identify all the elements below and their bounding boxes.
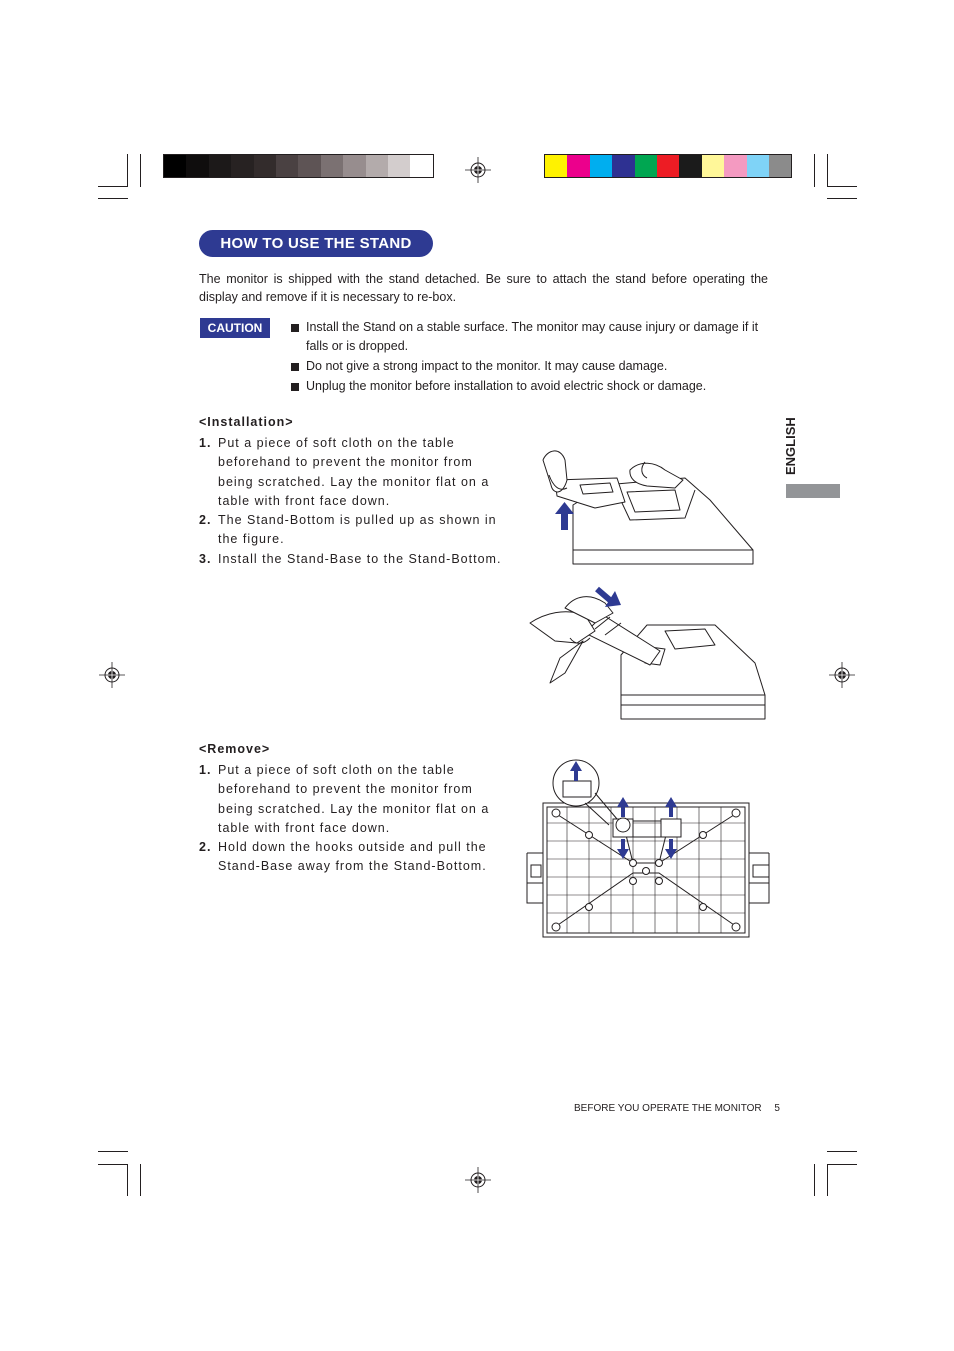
color-swatch (724, 155, 746, 177)
remove-heading: <Remove> (199, 742, 271, 756)
language-tab-label: ENGLISH (783, 417, 798, 475)
footer-section: BEFORE YOU OPERATE THE MONITOR (574, 1103, 762, 1114)
crop-mark (127, 1164, 128, 1196)
color-swatch (209, 155, 231, 177)
installation-steps (199, 434, 509, 569)
step-item: 3. Install the Stand-Base to the Stand-Bottom. (199, 551, 502, 566)
crop-mark (827, 1151, 857, 1152)
step-item: 2. Hold down the hooks outside and pull the Stand-Base away from the Stand-Bottom. (199, 840, 487, 874)
registration-mark-icon (99, 662, 125, 688)
caution-item: Install the Stand on a stable surface. The monitor may cause injury or damage if it falls or is dropped. (290, 318, 770, 356)
color-swatch (343, 155, 365, 177)
caution-badge: CAUTION (200, 318, 270, 338)
stand-pull-up-illustration (535, 440, 760, 570)
color-swatch (276, 155, 298, 177)
page-number: 5 (774, 1103, 780, 1114)
crop-mark (127, 154, 128, 187)
bullet-square-icon (291, 324, 299, 332)
language-tab-bar (786, 484, 840, 498)
caution-item: Unplug the monitor before installation to avoid electric shock or damage. (290, 377, 770, 396)
color-swatch (164, 155, 186, 177)
up-arrow-icon (555, 502, 574, 530)
color-swatch (388, 155, 410, 177)
color-swatch (186, 155, 208, 177)
stand-remove-illustration (525, 753, 771, 941)
remove-steps (199, 761, 509, 877)
intro-paragraph: The monitor is shipped with the stand detached. Be sure to attach the stand before operating the display and remove if it is necessary to re-box. (199, 272, 768, 304)
step-item: 1. Put a piece of soft cloth on the table beforehand to prevent the monitor from being scratched. Lay the monitor flat on a table with front face down. (199, 763, 490, 835)
grayscale-calibration-bar (163, 154, 434, 178)
registration-mark-icon (829, 662, 855, 688)
color-swatch (747, 155, 769, 177)
color-swatch (612, 155, 634, 177)
crop-mark (827, 198, 857, 199)
page-footer (574, 1103, 780, 1114)
crop-mark (98, 198, 128, 199)
crop-mark (827, 154, 828, 187)
crop-mark (98, 1164, 128, 1165)
crop-mark (814, 154, 815, 187)
color-swatch (679, 155, 701, 177)
step-item: 1. Put a piece of soft cloth on the table beforehand to prevent the monitor from being scratched. Lay the monitor flat on a table with front face down. (199, 436, 490, 508)
color-swatch (702, 155, 724, 177)
color-swatch (590, 155, 612, 177)
color-swatch (567, 155, 589, 177)
stand-install-illustration (525, 583, 770, 723)
registration-mark-icon (465, 1167, 491, 1193)
bullet-square-icon (291, 363, 299, 371)
caution-list (290, 318, 770, 397)
color-swatch (635, 155, 657, 177)
crop-mark (827, 186, 857, 187)
color-swatch (321, 155, 343, 177)
step-item: 2. The Stand-Bottom is pulled up as shown in the figure. (199, 513, 497, 547)
color-swatch (254, 155, 276, 177)
bullet-square-icon (291, 383, 299, 391)
crop-mark (140, 154, 141, 187)
color-swatch (366, 155, 388, 177)
color-calibration-bar (544, 154, 792, 178)
crop-mark (140, 1164, 141, 1196)
crop-mark (827, 1164, 828, 1196)
caution-item: Do not give a strong impact to the monitor. It may cause damage. (290, 357, 770, 376)
crop-mark (98, 1151, 128, 1152)
page-title: HOW TO USE THE STAND (199, 230, 433, 257)
crop-mark (827, 1164, 857, 1165)
crop-mark (814, 1164, 815, 1196)
color-swatch (545, 155, 567, 177)
color-swatch (657, 155, 679, 177)
color-swatch (298, 155, 320, 177)
color-swatch (410, 155, 432, 177)
installation-heading: <Installation> (199, 415, 294, 429)
color-swatch (231, 155, 253, 177)
color-swatch (769, 155, 791, 177)
registration-mark-icon (465, 157, 491, 183)
crop-mark (98, 186, 128, 187)
